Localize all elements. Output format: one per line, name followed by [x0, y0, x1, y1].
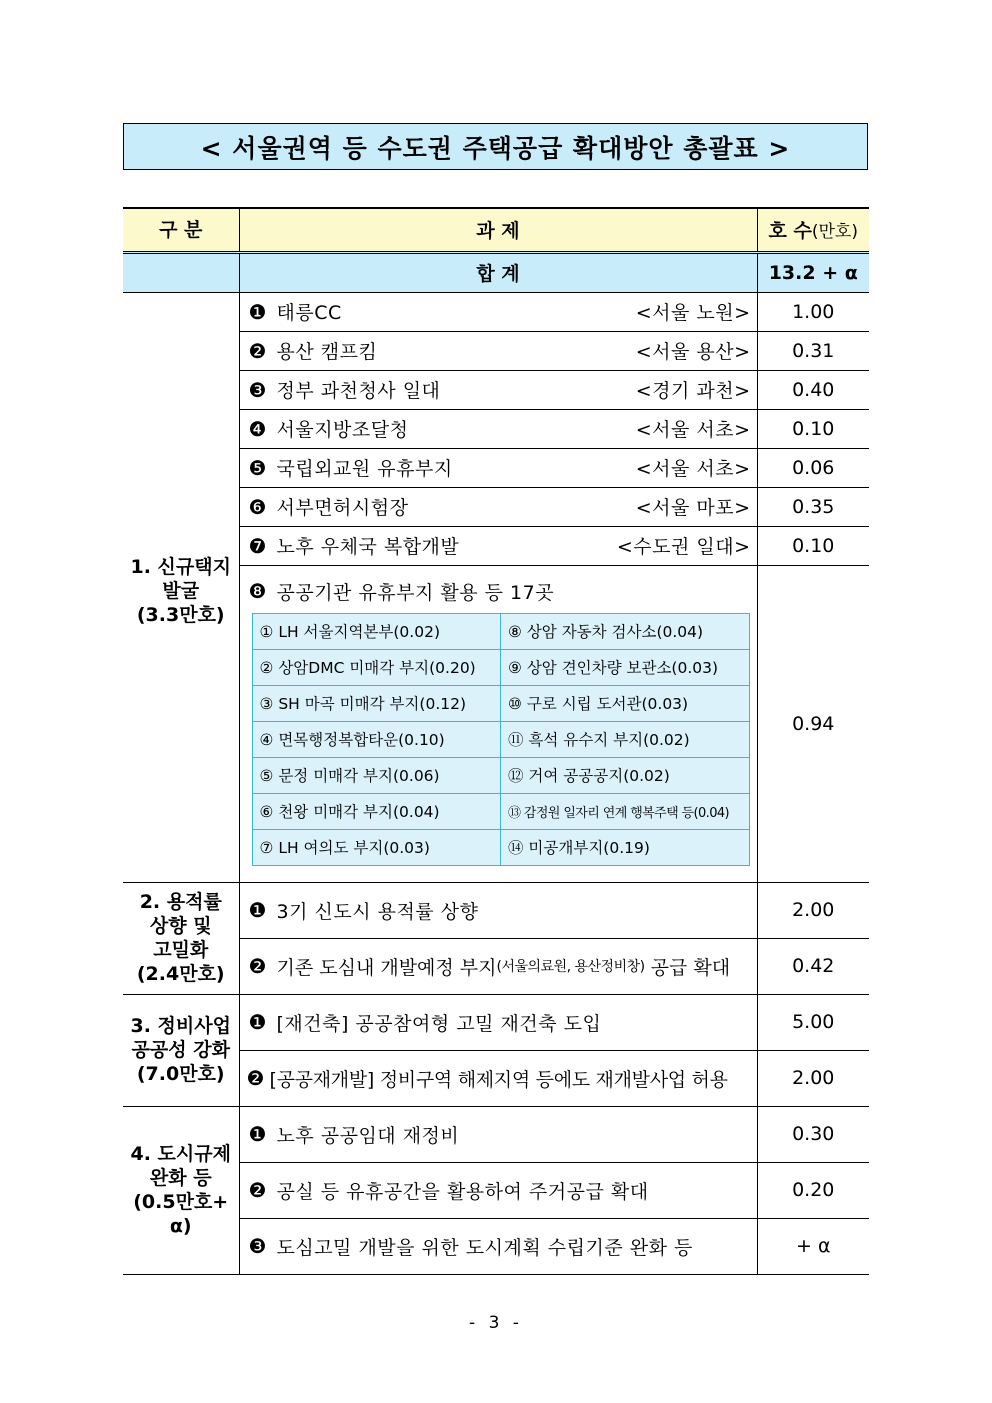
table-row: ❸ 도심고밀 개발을 위한 도시계획 수립기준 완화 등 + α	[123, 1218, 869, 1274]
table-row: 1. 신규택지 발굴 (3.3만호) ❶ 태릉CC <서울 노원> 1.00	[123, 292, 869, 331]
header-units	[757, 208, 869, 252]
list-item: ⑭ 미공개부지(0.19)	[501, 829, 750, 865]
list-item: ⑬ 감정원 일자리 연계 행복주택 등(0.04)	[501, 793, 750, 829]
group-2-label: 2. 용적률 상향 및 고밀화 (2.4만호)	[123, 882, 239, 994]
table-header	[123, 208, 869, 252]
table-row: ❸ 정부 과천청사 일대 <경기 과천> 0.40	[123, 370, 869, 409]
group-4-label: 4. 도시규제 완화 등 (0.5만호+ α)	[123, 1106, 239, 1274]
bullet-icon: ❶	[248, 898, 267, 922]
total-value: 13.2 + α	[757, 252, 869, 292]
bullet-icon: ❷	[246, 1066, 265, 1090]
bullet-icon: ❶	[248, 1010, 267, 1034]
bullet-icon: ❷	[248, 338, 267, 363]
bullet-icon: ❻	[248, 494, 267, 519]
table-row: ❼ 노후 우체국 복합개발 <수도권 일대> 0.10	[123, 526, 869, 565]
total-row	[123, 252, 869, 292]
table-row: ❻ 서부면허시험장 <서울 마포> 0.35	[123, 487, 869, 526]
table-row: ❽ 공공기관 유휴부지 활용 등 17곳 ① LH 서울지역본부(0.02) ⑧ 상암 자동차 검사소(0.04) ② 상암DMC 미매각 부지(0.20) ⑨ 상암 견인차량 보관소(0.03) ③ SH 마곡 미매각 부지(0.12) ⑩ 구로 시립 도서관(0.03) ④ 면목행정복합타운(0.10) ⑪ 흑석 유수지 부지(0.02) ⑤ 문정 미매각 부지(0.06) ⑫ 거여 공공공지(0.02) ⑥ 천왕 미매각 부지(0.04) ⑬ 감정원 일자리 연계 행복주택 등(0.04) ⑦ LH 여의도 부지(0.03) ⑭ 미공개부지(0.19) 0.94	[123, 565, 869, 882]
bullet-icon: ❶	[248, 1122, 267, 1146]
table-row: ❺ 국립외교원 유휴부지 <서울 서초> 0.06	[123, 448, 869, 487]
table-row: 2. 용적률 상향 및 고밀화 (2.4만호) ❶ 3기 신도시 용적률 상향 2.00	[123, 882, 869, 938]
list-item: ③ SH 마곡 미매각 부지(0.12)	[252, 685, 501, 721]
header-task: 과 제	[239, 208, 757, 252]
summary-table	[123, 207, 869, 1275]
bullet-icon: ❼	[248, 533, 267, 558]
table-row: ❷ 기존 도심내 개발예정 부지 (서울의료원, 용산정비창) 공급 확대 0.42	[123, 938, 869, 994]
page-number: - 3 -	[469, 1313, 523, 1333]
list-item: ② 상암DMC 미매각 부지(0.20)	[252, 649, 501, 685]
list-item: ⑧ 상암 자동차 검사소(0.04)	[501, 613, 750, 649]
table-row: ❷ [공공재개발] 정비구역 해제지역 등에도 재개발사업 허용 2.00	[123, 1050, 869, 1106]
list-item: ⑦ LH 여의도 부지(0.03)	[252, 829, 501, 865]
group-3-label: 3. 정비사업 공공성 강화 (7.0만호)	[123, 994, 239, 1106]
header-category: 구 분	[123, 208, 239, 252]
bullet-icon: ❽	[248, 579, 267, 603]
header-units-unit: (만호)	[811, 222, 858, 243]
total-label: 합 계	[239, 252, 757, 292]
bullet-icon: ❷	[248, 954, 267, 978]
bullet-icon: ❶	[248, 299, 267, 324]
list-item: ⑫ 거여 공공공지(0.02)	[501, 757, 750, 793]
list-item: ⑥ 천왕 미매각 부지(0.04)	[252, 793, 501, 829]
list-item: ⑩ 구로 시립 도서관(0.03)	[501, 685, 750, 721]
list-item: ① LH 서울지역본부(0.02)	[252, 613, 501, 649]
table-row: 4. 도시규제 완화 등 (0.5만호+ α) ❶ 노후 공공임대 재정비 0.30	[123, 1106, 869, 1162]
page-title: < 서울권역 등 수도권 주택공급 확대방안 총괄표 >	[123, 123, 868, 170]
bullet-icon: ❸	[248, 1234, 267, 1258]
list-item: ⑨ 상암 견인차량 보관소(0.03)	[501, 649, 750, 685]
group-1-label: 1. 신규택지 발굴 (3.3만호)	[123, 292, 239, 882]
list-item: ④ 면목행정복합타운(0.10)	[252, 721, 501, 757]
bullet-icon: ❹	[248, 416, 267, 441]
list-item: ⑪ 흑석 유수지 부지(0.02)	[501, 721, 750, 757]
table-row: ❹ 서울지방조달청 <서울 서초> 0.10	[123, 409, 869, 448]
site-list-table	[252, 613, 750, 866]
bullet-icon: ❺	[248, 455, 267, 480]
table-row: ❷ 용산 캠프킴 <서울 용산> 0.31	[123, 331, 869, 370]
bullet-icon: ❸	[248, 377, 267, 402]
header-units-label: 호 수	[768, 220, 812, 243]
table-row: ❷ 공실 등 유휴공간을 활용하여 주거공급 확대 0.20	[123, 1162, 869, 1218]
list-item: ⑤ 문정 미매각 부지(0.06)	[252, 757, 501, 793]
table-row: 3. 정비사업 공공성 강화 (7.0만호) ❶ [재건축] 공공참여형 고밀 재건축 도입 5.00	[123, 994, 869, 1050]
bullet-icon: ❷	[248, 1178, 267, 1202]
